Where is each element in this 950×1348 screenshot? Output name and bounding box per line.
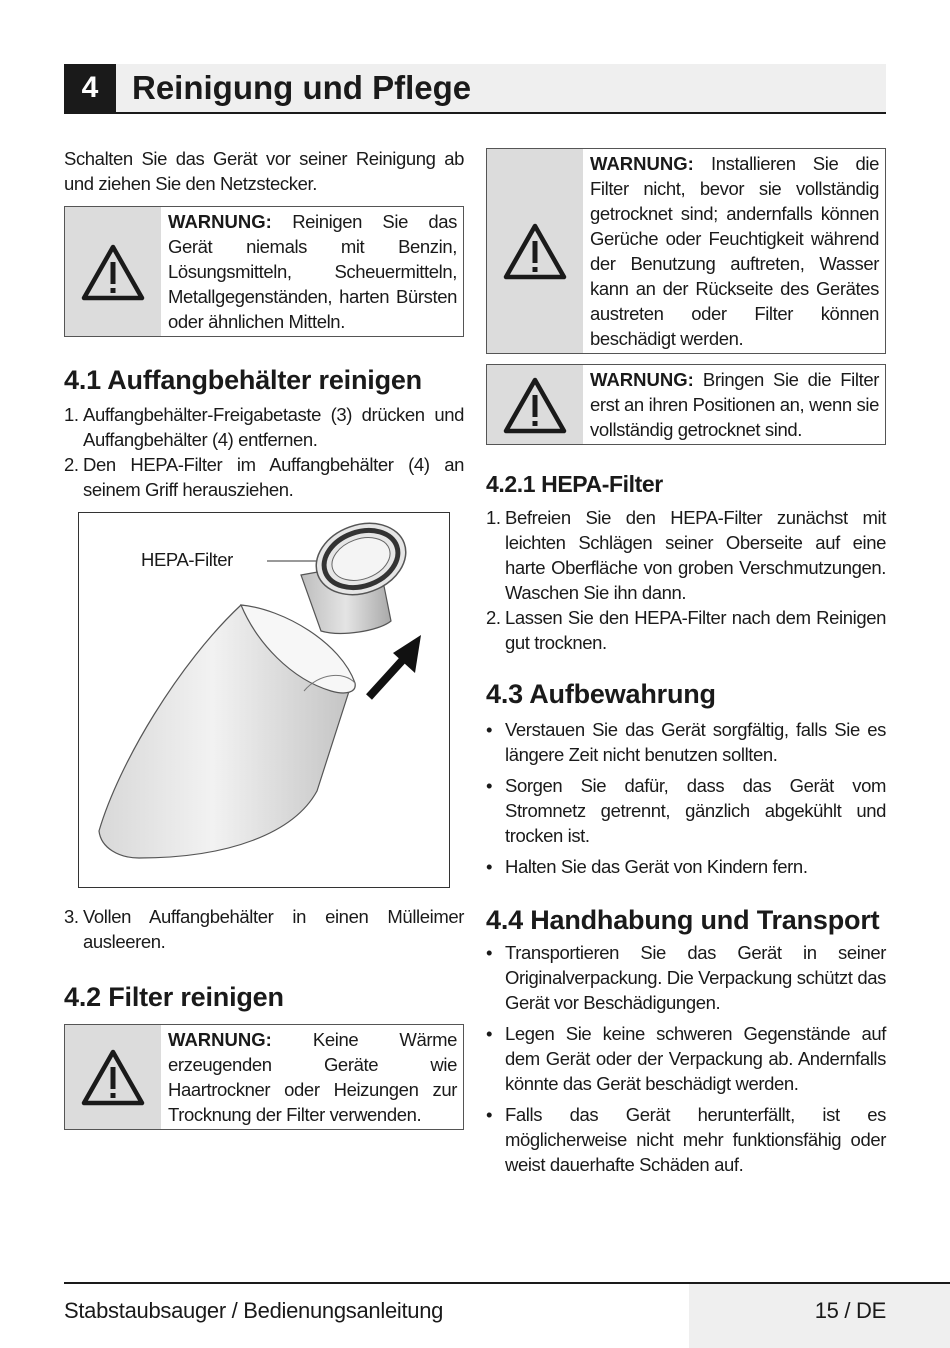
list-item: [64, 402, 464, 452]
list-item: [486, 854, 886, 879]
step-number: 2.: [64, 454, 79, 475]
bullet: •: [486, 1023, 493, 1044]
section-4-2-title: 4.2 Filter reinigen: [64, 982, 284, 1012]
footer-page-box: [689, 1284, 950, 1348]
warning-box-heat: [64, 1024, 464, 1130]
dust-container-illustration: [79, 513, 449, 886]
bullet: •: [486, 775, 493, 796]
warning-body: Keine Wärme erzeugenden Geräte wie Haartrockner oder Heizungen zur Trocknung der Filter verwenden.: [168, 1029, 457, 1125]
bullet-text: Sorgen Sie dafür, dass das Gerät vom Stromnetz getrennt, gänzlich abgekühlt und trocken ist.: [505, 775, 886, 846]
step-text: Lassen Sie den HEPA-Filter nach dem Reinigen gut trocknen.: [505, 607, 886, 653]
section-4-4-bullets: [486, 940, 886, 1177]
section-4-3-bullets: [486, 717, 886, 879]
chapter-number: 4: [64, 64, 116, 112]
step-text: Befreien Sie den HEPA-Filter zunächst mit leichten Schlägen seiner Oberseite auf eine harte Oberfläche von groben Verschmutzungen. Waschen Sie ihn dann.: [505, 507, 886, 603]
warning-body: Installieren Sie die Filter nicht, bevor sie vollständig getrocknet sind; andernfalls können Gerüche oder Feuchtigkeit während der Benutzung auftreten, Wasser kann an der Rückseite des Gerätes austreten oder Filter können beschädigt werden.: [590, 153, 879, 349]
section-4-1-steps: [64, 402, 464, 502]
bullet: •: [486, 1104, 493, 1125]
bullet-text: Legen Sie keine schweren Gegenstände auf dem Gerät oder der Verpackung ab. Andernfalls könnte das Gerät beschädigt werden.: [505, 1023, 886, 1094]
left-column: [64, 146, 464, 1130]
warning-triangle-icon: [487, 365, 583, 444]
section-4-1-title: 4.1 Auffangbehälter reinigen: [64, 365, 422, 395]
figure-label-hepa-filter: HEPA-Filter: [141, 549, 233, 570]
step-number: 1.: [486, 507, 501, 528]
hepa-filter-figure: [78, 512, 450, 888]
step-number: 2.: [486, 607, 501, 628]
right-column: [486, 148, 886, 1177]
step-text: Vollen Auffangbehälter in einen Mülleimer ausleeren.: [83, 906, 464, 952]
list-item: [64, 904, 464, 954]
warning-box-cleaning-agents: [64, 206, 464, 337]
bullet-text: Verstauen Sie das Gerät sorgfältig, falls Sie es längere Zeit nicht benutzen sollten.: [505, 719, 886, 765]
bullet-text: Falls das Gerät herunterfällt, ist es möglicherweise nicht mehr funktionsfähig oder weist dauerhafte Schäden auf.: [505, 1104, 886, 1175]
list-item: [486, 605, 886, 655]
intro-text: Schalten Sie das Gerät vor seiner Reinigung ab und ziehen Sie den Netzstecker.: [64, 148, 464, 194]
list-item: [486, 505, 886, 605]
step-number: 3.: [64, 906, 79, 927]
bullet: •: [486, 719, 493, 740]
section-4-2-1-steps: [486, 505, 886, 655]
warning-body: Reinigen Sie das Gerät niemals mit Benzin, Lösungsmitteln, Scheuermitteln, Metallgegenständen, harten Bürsten oder ähnlichen Mitteln.: [168, 211, 457, 332]
warning-text: [583, 365, 885, 444]
warning-text: [161, 1025, 463, 1129]
step-number: 1.: [64, 404, 79, 425]
warning-text: [583, 149, 885, 353]
warning-box-install-dry: [486, 148, 886, 354]
section-4-2-1-title: 4.2.1 HEPA-Filter: [486, 471, 663, 497]
warning-label: WARNUNG:: [590, 153, 694, 174]
step-text: Den HEPA-Filter im Auffangbehälter (4) an seinem Griff herausziehen.: [83, 454, 464, 500]
step-text: Auffangbehälter-Freigabetaste (3) drücken und Auffangbehälter (4) entfernen.: [83, 404, 464, 450]
list-item: [64, 452, 464, 502]
list-item: [486, 940, 886, 1015]
section-4-3-title: 4.3 Aufbewahrung: [486, 679, 716, 709]
warning-triangle-icon: [487, 149, 583, 353]
bullet: •: [486, 856, 493, 877]
warning-label: WARNUNG:: [168, 211, 272, 232]
footer-document-title: Stabstaubsauger / Bedienungsanleitung: [64, 1298, 444, 1323]
bullet: •: [486, 942, 493, 963]
list-item: [486, 1102, 886, 1177]
warning-box-position: [486, 364, 886, 445]
list-item: [486, 717, 886, 767]
list-item: [486, 1021, 886, 1096]
warning-triangle-icon: [65, 207, 161, 336]
warning-label: WARNUNG:: [168, 1029, 272, 1050]
list-item: [486, 773, 886, 848]
warning-body: Bringen Sie die Filter erst an ihren Positionen an, wenn sie vollständig getrocknet sind.: [590, 369, 879, 440]
warning-triangle-icon: [65, 1025, 161, 1129]
bullet-text: Transportieren Sie das Gerät in seiner Originalverpackung. Die Verpackung schützt das Gerät vor Beschädigungen.: [505, 942, 886, 1013]
section-4-4-title: 4.4 Handhabung und Transport: [486, 905, 880, 935]
page-number: 15 / DE: [814, 1298, 886, 1323]
bullet-text: Halten Sie das Gerät von Kindern fern.: [505, 856, 808, 877]
chapter-header: [64, 64, 886, 114]
warning-label: WARNUNG:: [590, 369, 694, 390]
warning-text: [161, 207, 463, 336]
chapter-title: Reinigung und Pflege: [132, 69, 472, 106]
section-4-1-step-3: [64, 904, 464, 954]
